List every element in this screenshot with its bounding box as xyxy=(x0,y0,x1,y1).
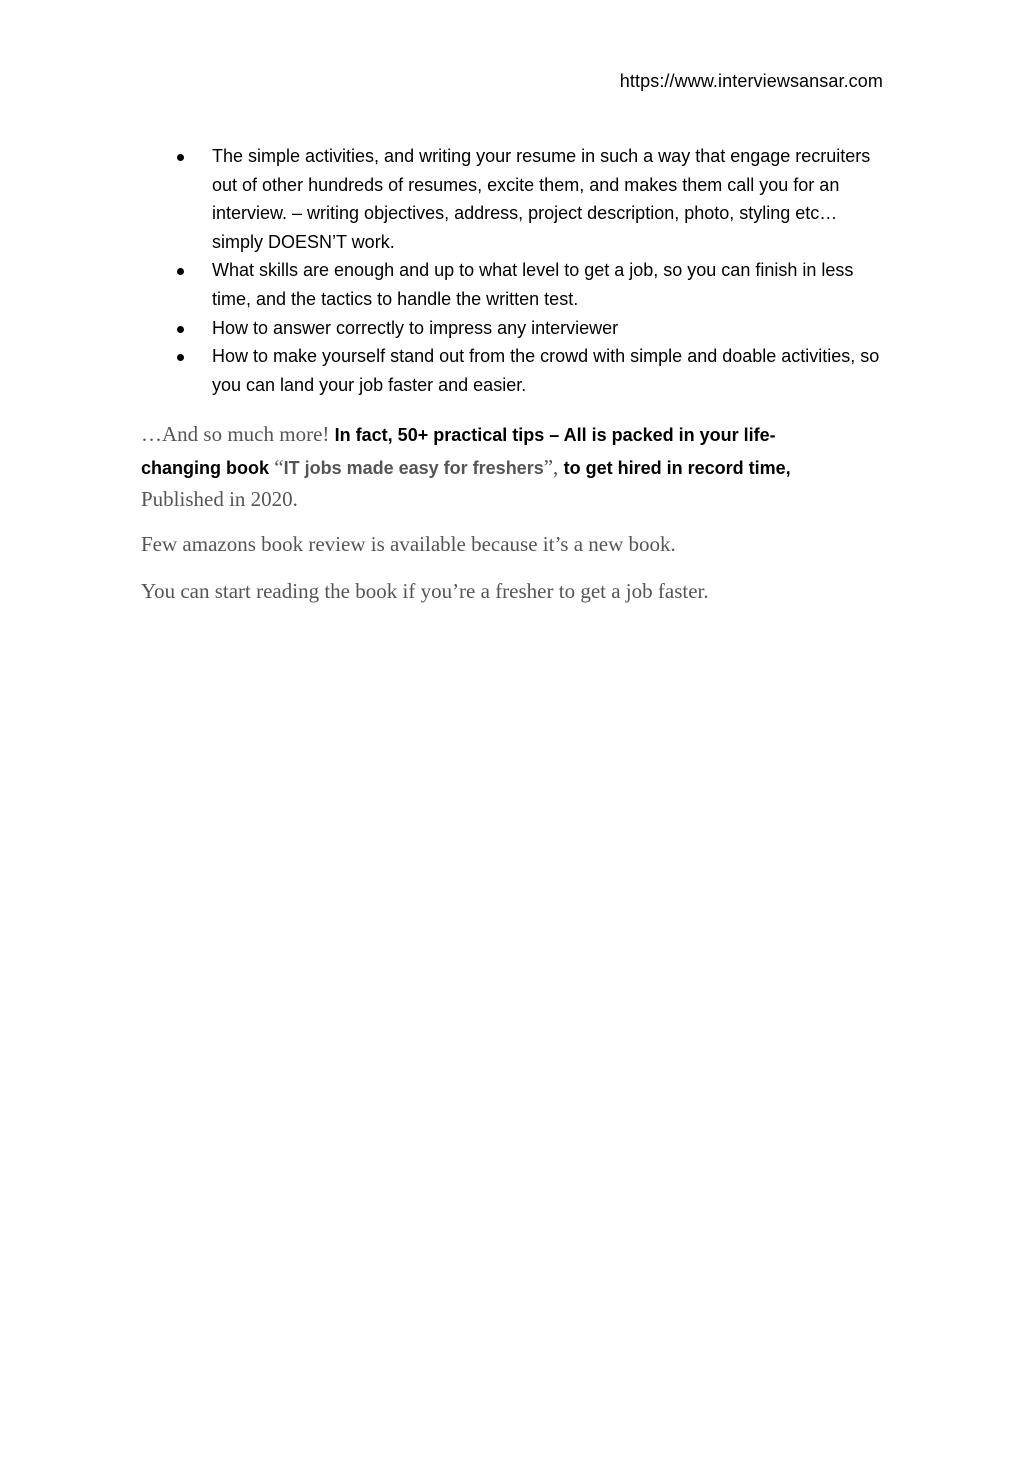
bold-claim: In fact, 50+ practical tips – All is packed in your life-changing book xyxy=(141,425,776,478)
list-item xyxy=(141,142,891,256)
start-paragraph: You can start reading the book if you’re a fresher to get a job faster. xyxy=(141,579,709,603)
more-intro: …And so much more! xyxy=(141,422,330,446)
open-quote: “ xyxy=(274,454,284,479)
bullet-icon xyxy=(177,354,184,361)
list-item-text: How to answer correctly to impress any interviewer xyxy=(212,317,619,338)
list-item xyxy=(141,314,891,343)
book-title: IT jobs made easy for freshers xyxy=(283,457,544,478)
list-item-text: What skills are enough and up to what level to get a job, so you can finish in less time, and the tactics to handle the written test. xyxy=(212,260,854,309)
bullet-icon xyxy=(177,154,184,161)
list-item xyxy=(141,256,891,313)
header-url: https://www.interviewsansar.com xyxy=(619,71,883,91)
bullet-list xyxy=(141,142,891,399)
more-paragraph xyxy=(141,419,831,517)
review-paragraph: Few amazons book review is available because it’s a new book. xyxy=(141,532,676,556)
bold-hired: to get hired in record time, xyxy=(563,457,791,478)
bullet-icon xyxy=(177,268,184,275)
close-quote: ”, xyxy=(543,454,559,479)
bullet-icon xyxy=(177,326,184,333)
list-item-text: How to make yourself stand out from the crowd with simple and doable activities, so you can land your job faster and easier. xyxy=(212,346,880,395)
list-item xyxy=(141,342,891,399)
list-item-text: The simple activities, and writing your resume in such a way that engage recruiters out of other hundreds of resumes, excite them, and makes them call you for an interview. – writing objectives, address, project description, photo, styling etc… simply DOESN’T work. xyxy=(212,146,871,252)
published-text: Published in 2020. xyxy=(141,487,298,511)
